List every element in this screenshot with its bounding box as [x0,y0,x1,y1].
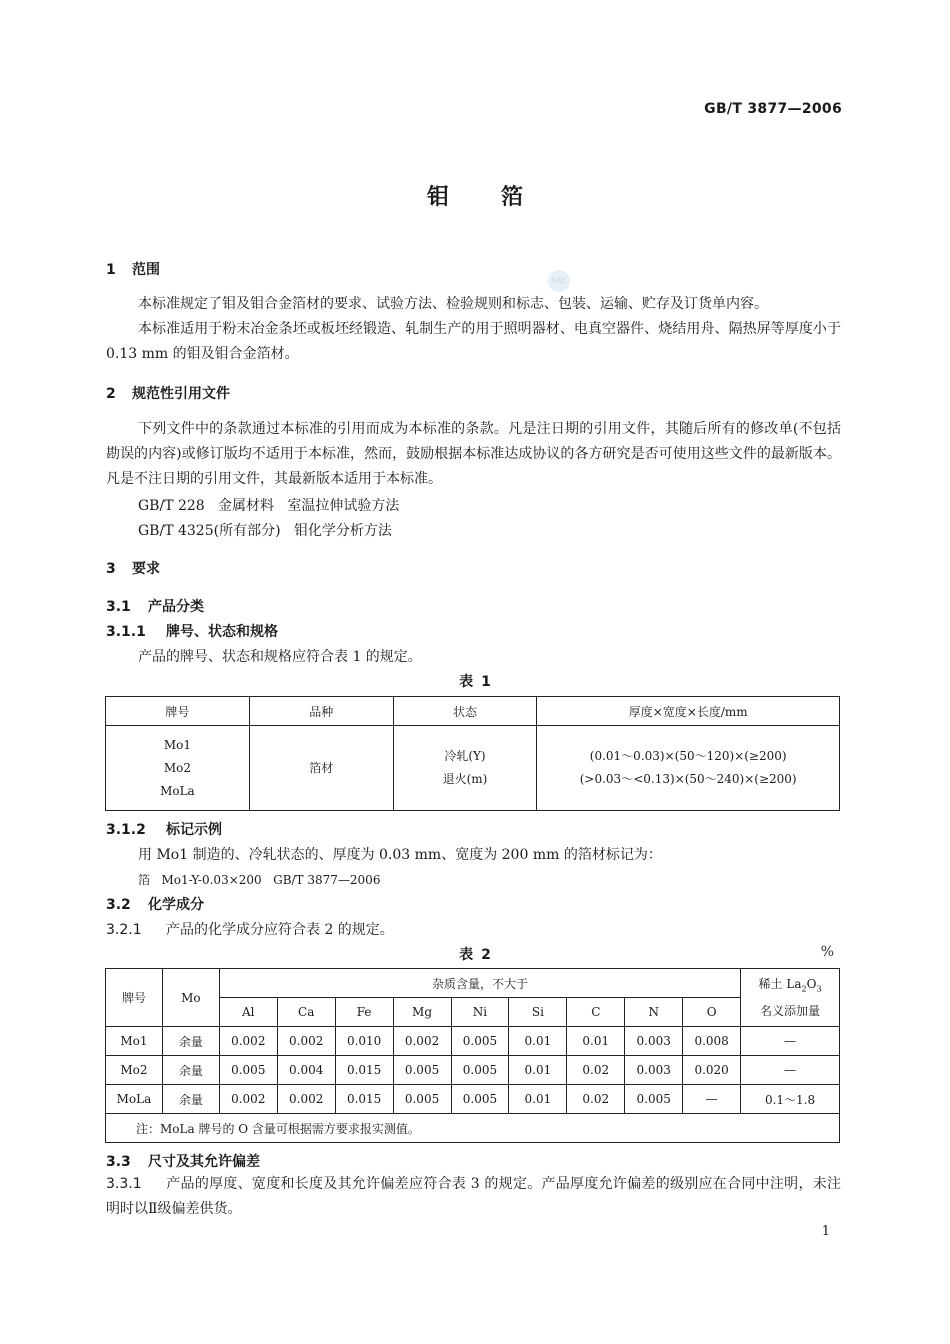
section-3-3-heading: 3.3 尺寸及其允许偏差 [106,1154,260,1170]
table-2-cell: — [741,1027,840,1056]
marking-example: 箔 Mo1-Y-0.03×200 GB/T 3877—2006 [138,873,381,887]
table-2-cell: 0.015 [335,1085,393,1114]
table-1-header-variety: 品种 [249,697,393,726]
section-3-3-1-text: 3.3.1 产品的厚度、宽度和长度及其允许偏差应符合表 3 的规定。产品厚度允许偏差的级别应在合同中注明，未注明时以Ⅱ级偏差供货。 [106,1176,841,1217]
table-1-header-grade: 牌号 [106,697,250,726]
table-2-cell: 0.010 [335,1027,393,1056]
table-2-cell: 0.002 [277,1085,335,1114]
page-number: 1 [821,1224,830,1239]
table-2 [105,968,840,1143]
table-2-element-header: O [683,998,741,1027]
table-2-note: 注：MoLa 牌号的 O 含量可根据需方要求报实测值。 [106,1114,840,1143]
table-2-cell: — [683,1085,741,1114]
table-2-cell: 0.005 [219,1056,277,1085]
table-2-element-header: Ni [451,998,509,1027]
table-1 [105,696,840,811]
table-2-cell: 0.002 [219,1027,277,1056]
table-2-cell: 余量 [162,1085,219,1114]
table-2-cell: 0.01 [509,1056,567,1085]
watermark-logo: SAC [548,270,570,292]
table-2-cell: 0.01 [509,1027,567,1056]
table-2-cell: 0.01 [567,1027,625,1056]
table-2-cell: 余量 [162,1056,219,1085]
table-2-caption: 表 2 [459,947,491,963]
table-2-header-grade: 牌号 [106,969,163,1027]
table-2-cell: 0.005 [451,1085,509,1114]
table-2-element-header: Mg [393,998,451,1027]
standard-number: GB/T 3877—2006 [704,101,842,117]
table-2-row [106,1056,840,1085]
table-2-cell: 0.002 [393,1027,451,1056]
section-2-heading: 2 规范性引用文件 [106,386,230,402]
table-2-header-mo: Mo [162,969,219,1027]
table-1-variety: 箔材 [249,726,393,811]
section-3-1-1-heading: 3.1.1 牌号、状态和规格 [106,624,278,640]
section-3-heading: 3 要求 [106,561,160,577]
section-1-paragraph-2: 本标准适用于粉末冶金条坯或板坯经锻造、轧制生产的用于照明器材、电真空器件、烧结用舟、隔热屏等厚度小于 0.13 mm 的钼及钼合金箔材。 [106,321,841,362]
table-2-element-header: Fe [335,998,393,1027]
table-1-caption: 表 1 [459,674,491,690]
table-2-cell: 0.005 [451,1027,509,1056]
table-2-cell: 0.005 [393,1056,451,1085]
reference-gbt4325: GB/T 4325(所有部分) 钼化学分析方法 [138,523,392,539]
table-1-grades: Mo1 Mo2 MoLa [106,726,250,811]
table-2-cell: MoLa [106,1085,163,1114]
table-2-cell: 0.004 [277,1056,335,1085]
table-2-cell: 0.002 [277,1027,335,1056]
table-2-element-header: Al [219,998,277,1027]
table-2-cell: — [741,1056,840,1085]
table-2-cell: 0.015 [335,1056,393,1085]
table-2-header-impurity: 杂质含量，不大于 [219,969,740,998]
table-2-cell: 0.008 [683,1027,741,1056]
table-1-sizes: (0.01～0.03)×(50～120)×(≥200) (>0.03～<0.13)×(50～240)×(≥200) [537,726,840,811]
table-2-cell: 0.005 [451,1056,509,1085]
table-2-unit: % [820,944,834,960]
table-2-row [106,1027,840,1056]
section-3-2-1-text: 3.2.1 产品的化学成分应符合表 2 的规定。 [106,922,394,938]
table-2-cell: 0.020 [683,1056,741,1085]
table-1-header-state: 状态 [393,697,537,726]
table-2-element-header: N [625,998,683,1027]
table-2-cell: 0.1～1.8 [741,1085,840,1114]
table-2-element-header: Ca [277,998,335,1027]
table-2-row [106,1085,840,1114]
table-2-cell: Mo2 [106,1056,163,1085]
section-3-1-2-text: 用 Mo1 制造的、冷轧状态的、厚度为 0.03 mm、宽度为 200 mm 的箔材标记为： [138,847,662,863]
table-2-cell: 0.002 [219,1085,277,1114]
reference-gbt228: GB/T 228 金属材料 室温拉伸试验方法 [138,498,400,514]
section-3-1-2-heading: 3.1.2 标记示例 [106,822,222,838]
table-2-cell: 0.005 [625,1085,683,1114]
title-char-2: 箔 [501,185,524,210]
section-3-1-1-text: 产品的牌号、状态和规格应符合表 1 的规定。 [138,649,422,665]
table-2-cell: 0.005 [393,1085,451,1114]
title-char-1: 钼 [426,185,449,210]
table-2-cell: 0.02 [567,1085,625,1114]
table-2-header-lanthanum: 稀土 $La_2O_3$ 名义添加量 [741,969,840,1027]
table-2-element-header: C [567,998,625,1027]
table-2-element-header: Si [509,998,567,1027]
table-1-header-size: 厚度×宽度×长度/mm [537,697,840,726]
table-2-cell: 0.01 [509,1085,567,1114]
section-3-2-heading: 3.2 化学成分 [106,897,204,913]
section-1-heading: 1 范围 [106,262,160,278]
section-1-paragraph-1: 本标准规定了钼及钼合金箔材的要求、试验方法、检验规则和标志、包装、运输、贮存及订货单内容。 [138,296,768,312]
table-2-cell: Mo1 [106,1027,163,1056]
table-2-cell: 0.02 [567,1056,625,1085]
table-2-cell: 0.003 [625,1056,683,1085]
table-2-cell: 0.003 [625,1027,683,1056]
section-2-paragraph: 下列文件中的条款通过本标准的引用而成为本标准的条款。凡是注日期的引用文件，其随后所有的修改单(不包括勘误的内容)或修订版均不适用于本标准，然而，鼓励根据本标准达成协议的各方研究是否可使用这些文件的最新版本。凡是不注日期的引用文件，其最新版本适用于本标准。 [106,421,841,487]
table-2-cell: 余量 [162,1027,219,1056]
table-1-states: 冷轧(Y) 退火(m) [393,726,537,811]
section-3-1-heading: 3.1 产品分类 [106,599,204,615]
document-title [0,180,950,211]
